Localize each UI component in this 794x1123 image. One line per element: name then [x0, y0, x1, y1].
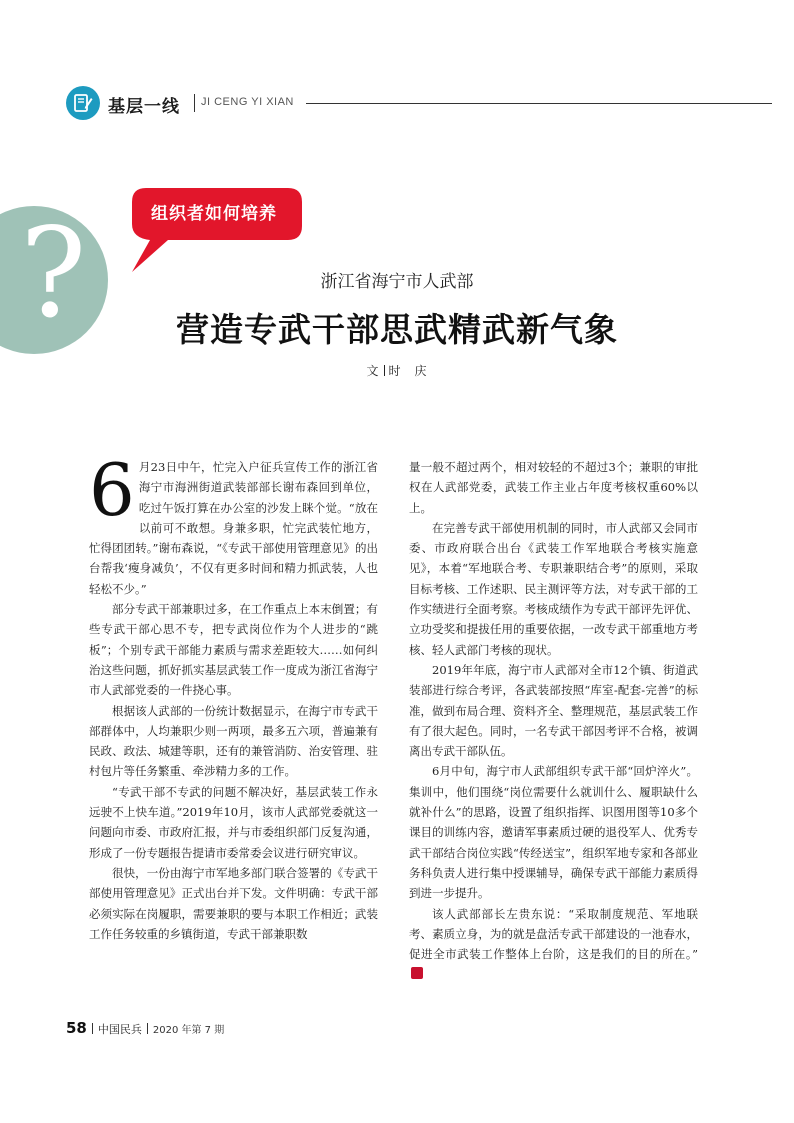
paragraph: 2019年年底，海宁市人武部对全市12个镇、街道武装部进行综合考评，各武装部按照“库室-配套-完善”的标准，做到布局合理、资料齐全、整理规范，基层武装工作有了很大起色。同时，一名专武干部因考评不合格，被调离出专武干部队伍。 [409, 662, 698, 759]
end-mark-icon [411, 967, 423, 979]
paragraph: 根据该人武部的一份统计数据显示，在海宁市专武干部群体中，人均兼职少则一两项，最多五六项，普遍兼有民政、政法、城建等职，还有的兼管消防、治安管理、驻村包片等任务繁重、牵涉精力多的工作。 [89, 703, 378, 779]
column-right [409, 457, 698, 985]
byline-label: 文 [366, 364, 380, 378]
section-title-en: JI CENG YI XIAN [201, 96, 294, 108]
byline-divider [384, 365, 385, 376]
dropcap: 6 [89, 448, 135, 532]
page-footer [66, 1018, 224, 1037]
paragraph: 在完善专武干部使用机制的同时，市人武部又会同市委、市政府联合出台《武装工作军地联合考核实施意见》，本着“军地联合考、专职兼职结合考”的原则，采取目标考核、工作述职、民主测评等方法，对专武干部的工作实绩进行全面考察。考核成绩作为专武干部评先评优、立功受奖和提拔任用的重要依据，一改专武干部重地方考核、轻人武部门考核的现状。 [409, 520, 698, 657]
byline-author: 时 庆 [388, 364, 428, 378]
header-rule [306, 103, 772, 104]
paragraph: 部分专武干部兼职过多，在工作重点上本末倒置；有些专武干部心思不专，把专武岗位作为个人进步的“跳板”；个别专武干部能力素质与需求差距较大……如何纠治这些问题，抓好抓实基层武装工作一度成为浙江省海宁市人武部党委的一件挠心事。 [89, 602, 378, 698]
paragraph: “专武干部不专武的问题不解决好，基层武装工作永远驶不上快车道。”2019年10月，该市人武部党委就这一问题向市委、市政府汇报，并与市委组织部门反复沟通，形成了一份专题报告提请市委常委会议进行研究审议。 [89, 784, 378, 860]
section-title: 基层一线 [108, 97, 180, 117]
paragraph: 很快，一份由海宁市军地多部门联合签署的《专武干部使用管理意见》正式出台并下发。文件明确：专武干部必须实际在岗履职，需要兼职的要与本职工作相近；武装工作任务较重的乡镇街道，专武干部兼职数 [89, 865, 378, 941]
magazine-name: 中国民兵 [97, 1023, 142, 1036]
bubble-text: 组织者如何培养 [151, 204, 277, 224]
paragraph: 量一般不超过两个，相对较轻的不超过3个；兼职的审批权在人武部党委，武装工作主业占年度考核权重60%以上。 [409, 460, 698, 515]
header-divider [194, 94, 195, 112]
paragraph: 该人武部部长左贵东说：“采取制度规范、军地联考、素质立身，为的就是盘活专武干部建设的一池春水，促进全市武装工作整体上台阶，这是我们的目的所在。” [409, 904, 698, 985]
section-header [66, 84, 772, 124]
page-number: 58 [66, 1019, 87, 1037]
question-mark-icon: ? [20, 202, 87, 346]
article-title: 营造专武干部思武精武新气象 [176, 310, 618, 349]
paragraph: 6月中旬，海宁市人武部组织专武干部“回炉淬火”。集训中，他们围绕“岗位需要什么就训什么、履职缺什么就补什么”的思路，设置了组织指挥、识图用图等10多个课目的训练内容，邀请军事素质过硬的退役军人、优秀专武干部结合岗位实践“传经送宝”，组织军地专家和各部业务科负责人进行集中授课辅导，确保专武干部能力素质得到进一步提升。 [409, 764, 698, 901]
byline [0, 362, 794, 379]
footer-divider [92, 1023, 93, 1034]
paragraph: 6 月23日中午，忙完入户征兵宣传工作的浙江省海宁市海洲街道武装部部长谢布森回到单位，吃过午饭打算在办公室的沙发上眯个觉。“放在以前可不敢想。身兼多职，忙完武装忙地方，忙得团团转。”谢布森说，“《专武干部使用管理意见》的出台帮我‘瘦身减负’，不仅有更多时间和精力抓武装，人也轻松不少。” [89, 448, 378, 596]
article-subtitle-text: 浙江省海宁市人武部 [320, 272, 474, 292]
column-left [89, 448, 378, 944]
issue-number: 2020 年第 7 期 [152, 1025, 225, 1036]
footer-divider [147, 1023, 148, 1034]
article-subtitle [0, 267, 794, 292]
notebook-pen-icon [66, 86, 100, 120]
